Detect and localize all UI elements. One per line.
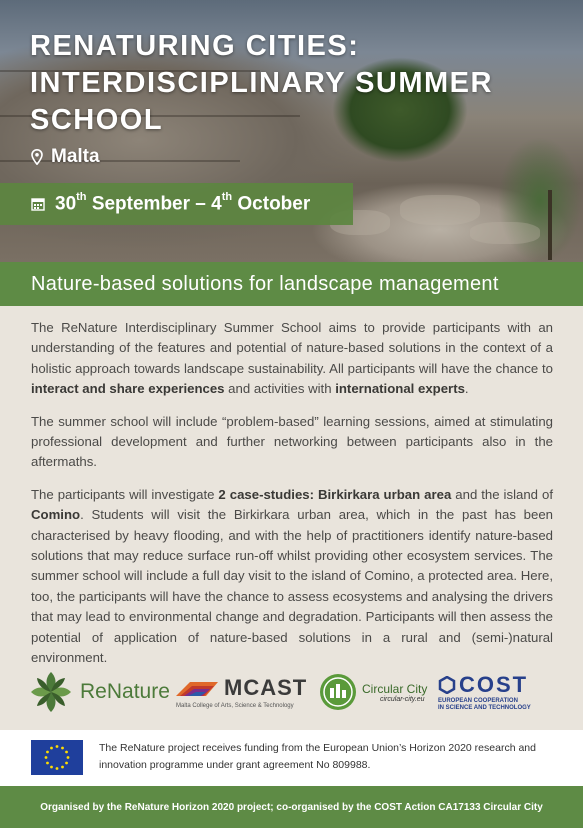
subtitle-bar [0,262,583,306]
date-banner [0,183,353,225]
text-run: and the island of [451,486,553,502]
date-separator: – [195,193,206,215]
cost-subtitle-1: EUROPEAN COOPERATION [438,698,518,704]
location-pin-icon [31,149,43,165]
title-line-1: RENATURING CITIES: [30,30,360,62]
emphasis: 2 case-studies: Birkirkara urban area [218,486,452,502]
end-day-suffix: th [221,190,233,203]
paragraph-learning: The summer school will include “problem-based” learning sessions, aimed at stimulating professional development and further networking between participants also in the aftermaths. [31,413,553,470]
stone-shape [470,222,540,244]
subtitle: Nature-based solutions for landscape management [31,272,499,295]
title-line-3: SCHOOL [30,104,164,136]
eu-star [50,747,53,750]
title-line-2: INTERDISCIPLINARY SUMMER [30,67,493,99]
cost-hex-icon [438,676,456,694]
hero-banner [0,0,583,262]
text-run: The participants will investigate [31,486,219,502]
end-month: October [237,193,311,215]
circular-city-url: circular-city.eu [380,695,425,703]
eu-star [50,766,53,769]
eu-star [61,766,64,769]
eu-star [61,747,64,750]
stone-shape [400,195,480,225]
funding-statement: The ReNature project receives funding from the European Union’s Horizon 2020 research and innovation programme under grant agreement No 809988. [99,742,536,771]
cost-logo [438,668,531,716]
palm-trunk [548,190,552,260]
footer-text: Organised by the ReNature Horizon 2020 project; co-organised by the COST Action CA17133 Circular City [40,801,543,813]
partner-logos [28,668,558,716]
mcast-logo [176,668,307,716]
eu-star [46,751,49,754]
mcast-mark-icon [176,678,218,698]
renature-logo-text: ReNature [80,680,170,703]
location-text: Malta [51,146,100,167]
start-month: September [91,193,191,215]
text-run: and activities with [224,381,336,397]
eu-star [45,756,48,759]
page-title [30,28,550,139]
cost-logo-text: COST [459,672,529,697]
start-day-suffix: th [76,190,87,203]
emphasis: international experts [335,381,465,397]
eu-star [46,762,49,765]
paragraph-intro [31,318,553,400]
funding-section [0,730,583,786]
start-day: 30 [55,193,77,215]
text-run: . [464,381,469,397]
mcast-subtitle: Malta College of Arts, Science & Technology [176,703,294,709]
eu-star [56,745,59,748]
circular-city-text: Circular City [362,681,428,696]
circular-city-logo [318,668,427,716]
emphasis: Comino [31,507,81,523]
emphasis: interact and share experiences [31,381,225,397]
paragraph-case-studies [31,485,553,669]
mcast-logo-text: MCAST [224,675,308,700]
body-text [31,318,553,681]
footer [0,786,583,828]
end-day: 4 [211,193,222,215]
renature-leaf-icon [28,669,74,715]
renature-logo [28,668,170,716]
calendar-icon [31,197,45,211]
eu-star [65,762,68,765]
eu-star [65,751,68,754]
cost-subtitle-2: IN SCIENCE AND TECHNOLOGY [438,705,531,711]
eu-flag-icon [31,740,83,775]
text-run: The ReNature Interdisciplinary Summer School aims to provide participants with an understanding of the features and potential of nature-based solutions in the context of a holistic approach towards landscape sustainability. All participants will have the chance to [31,320,553,376]
location [31,146,100,168]
eu-star [56,767,59,770]
text-run: . Students will visit the Birkirkara urban area, which in the past has been characterised by heavy flooding, and with the help of practitioners identify nature-based solutions that may reduce surface run-off whilst providing other ecosystem services. The summer school will include a full day visit to the island of Comino, a protected area. Here, too, the participants will have the chance to assess ecosystems and analysing the drivers that may lead to environmental change and degradation. Participants will then assess the potential of application of nature-based solutions in a rural and (semi-)natural environment. [31,507,553,666]
circular-city-icon [318,672,358,712]
eu-star [67,756,70,759]
date-range [55,190,311,215]
